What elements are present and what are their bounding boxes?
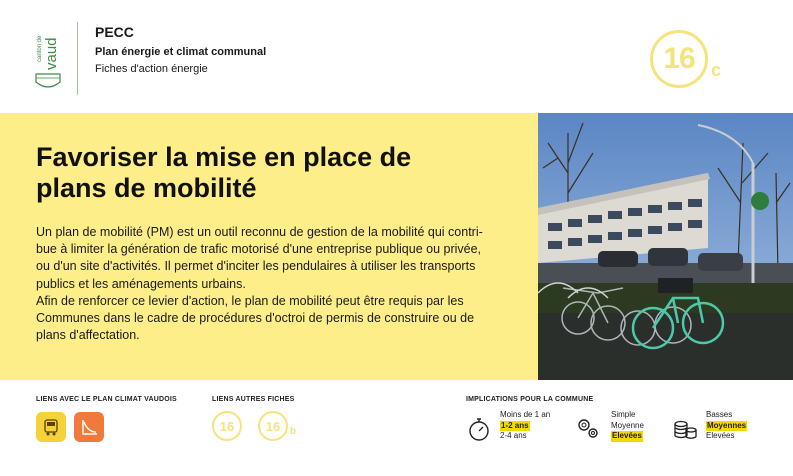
link-number: 16 [219, 418, 235, 434]
header-divider [77, 22, 78, 95]
sheet-number-badge [650, 30, 708, 88]
cost-selected: Moyennes [707, 420, 747, 430]
logo-text-top: canton de [37, 35, 43, 62]
cost-option: Elevées [706, 431, 735, 440]
header-subtitle: Plan énergie et climat communal [95, 46, 267, 58]
climate-links-label: LIENS AVEC LE PLAN CLIMAT VAUDOIS [36, 396, 177, 403]
implications-label: IMPLICATIONS POUR LA COMMUNE [466, 396, 594, 403]
paragraph-1 [36, 224, 520, 293]
p2-line: Communes dans le cadre de procédures d'octroi de permis de construire ou de [36, 311, 475, 326]
duration-option: 2-4 ans [500, 431, 527, 440]
page-footer [0, 380, 793, 476]
stopwatch-icon [466, 416, 492, 447]
page-header [0, 0, 793, 113]
complexity-selected: Elevées [612, 431, 642, 440]
header-section: Fiches d'action énergie [95, 63, 208, 75]
badge-suffix: c [711, 60, 722, 80]
bus-icon[interactable] [36, 412, 66, 442]
paragraph-2 [36, 293, 520, 345]
header-title: PECC [95, 24, 134, 40]
p1-line: Un plan de mobilité (PM) est un outil reconnu de gestion de la mobilité qui contri- [36, 225, 483, 239]
canton-vaud-logo [30, 22, 66, 92]
sheet-link-16b[interactable] [258, 411, 288, 441]
duration-selected: 1-2 ans [501, 420, 529, 430]
p1-line: ou d'un site d'activités. Il permet d'inciter les pendulaires à utiliser les transports [36, 259, 476, 274]
coins-icon [672, 416, 698, 447]
cost-option: Basses [706, 410, 733, 419]
curve-down-icon[interactable] [74, 412, 104, 442]
duration-option: Moins de 1 an [500, 410, 551, 419]
title-line-1: Favoriser la mise en place de [36, 142, 412, 172]
p1-line: publics et les aménagements urbains. [36, 276, 246, 291]
complexity-option: Moyenne [611, 420, 644, 430]
p2-line: Afin de renforcer ce levier d'action, le plan de mobilité peut être requis par les [36, 293, 464, 308]
other-links-label: LIENS AUTRES FICHES [212, 396, 295, 403]
p1-line: bue à limiter la génération de trafic motorisé d'une entreprise publique ou privée, [36, 242, 482, 257]
page-title [36, 142, 516, 204]
complexity-option: Simple [611, 410, 636, 419]
bike-parking-photo [538, 113, 793, 380]
link-suffix: b [290, 426, 297, 437]
sheet-link-16[interactable] [212, 411, 242, 441]
p2-line: plans d'affectation. [36, 328, 140, 343]
duration-options [500, 410, 550, 442]
complexity-options [611, 410, 644, 442]
cost-options [706, 410, 747, 442]
link-number: 16 [265, 418, 281, 434]
title-line-2: plans de mobilité [36, 173, 257, 203]
badge-number: 16 [663, 42, 695, 75]
gears-icon [574, 414, 602, 447]
body-text [36, 224, 520, 344]
logo-text-main: vaud [43, 37, 60, 70]
